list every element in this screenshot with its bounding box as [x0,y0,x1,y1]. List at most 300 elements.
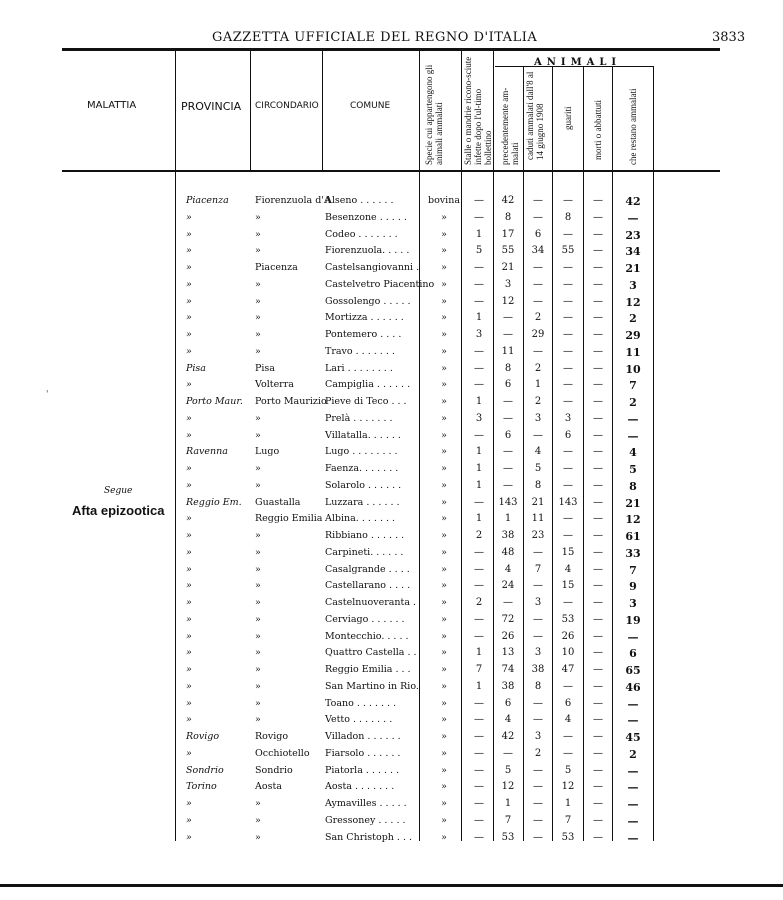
cell-com: Carpineti. . . . . . [325,546,404,558]
cell-c2: 3 [504,278,512,290]
cell-circ: » [255,479,261,491]
cell-c2: 55 [501,245,515,257]
cell-com: Castelvetro Piacentino [325,278,435,290]
cell-spec: » [441,262,447,273]
cell-spec: » [441,396,447,407]
cell-c1: 7 [475,664,483,675]
cell-com: Castelsangiovanni . [325,262,420,273]
cell-c4: 3 [564,412,572,424]
cell-c1: — [474,731,484,742]
cell-com: Solarolo . . . . . . [325,479,402,491]
cell-prov: » [186,613,192,625]
cell-c1: 1 [475,647,483,659]
cell-prov: » [186,798,192,809]
page-header-title: GAZZETTA UFFICIALE DEL REGNO D'ITALIA [212,30,538,45]
cell-c1: 1 [475,228,483,240]
cell-c4: 8 [564,211,572,223]
cell-c3: — [533,195,543,206]
disease-name: Afta epizootica [72,503,165,518]
cell-prov: » [186,597,192,608]
cell-c6: — [627,630,639,644]
cell-c5: — [593,714,603,726]
cell-prov: Sondrio [186,764,224,776]
cell-com: Faenza. . . . . . . [325,463,399,474]
cell-c4: — [563,446,573,458]
cell-com: Campiglia . . . . . . [325,379,411,391]
cell-c1: — [474,211,484,223]
cell-spec: » [441,664,447,675]
cell-c3: — [533,697,543,709]
cell-c2: 4 [504,714,512,726]
cell-prov: » [186,546,192,558]
cell-c5: — [593,396,603,407]
cell-com: Besenzone . . . . . [325,211,407,223]
cell-c3: 4 [534,446,542,458]
cell-circ: » [255,546,261,558]
cell-circ: Volterra [255,379,294,391]
cell-c5: — [593,329,603,340]
cell-spec: » [441,479,447,491]
cell-circ: » [255,530,261,541]
cell-c1: — [474,362,484,374]
cell-c5: — [593,630,603,642]
cell-com: Fiarsolo . . . . . . [325,747,401,759]
col-group-animali: ANIMALI [534,57,622,68]
cell-prov: » [186,513,192,525]
cell-c5: — [593,664,603,675]
cell-circ: » [255,463,261,474]
cell-com: Mortizza . . . . . . [325,312,404,324]
cell-c2: — [503,463,513,474]
cell-c4: — [563,680,573,692]
cell-c2: — [503,312,513,324]
cell-c6: — [627,211,639,225]
cell-spec: » [441,630,447,642]
cell-c2: 12 [501,295,515,307]
cell-spec: » [441,697,447,709]
cell-prov: » [186,429,192,441]
cell-com: Toano . . . . . . . [325,697,397,709]
cell-c4: — [563,295,573,307]
cell-circ: Rovigo [255,731,289,742]
cell-prov: » [186,714,192,726]
segue-label: Segue [104,486,133,496]
cell-c1: — [474,747,484,759]
col-title-precedentemente: precedentemente am-malati [500,87,520,165]
cell-circ: Porto Maurizio [255,396,327,407]
cell-c5: — [593,278,603,290]
cell-c3: — [533,764,543,776]
cell-c4: — [563,362,573,374]
cell-c1: — [474,630,484,642]
cell-c6: 3 [629,597,637,610]
cell-c3: 23 [531,530,545,541]
cell-c6: 7 [629,379,637,393]
cell-c2: — [503,396,513,407]
cell-c3: — [533,262,543,273]
cell-spec: » [441,597,447,608]
cell-prov: » [186,630,192,642]
col-title-comune: COMUNE [350,101,391,111]
cell-c4: 6 [564,697,572,709]
cell-c6: 11 [625,345,641,359]
cell-c6: 21 [625,262,641,275]
cell-c4: 53 [561,831,575,843]
cell-c3: — [533,630,543,642]
cell-c3: — [533,580,543,592]
cell-c5: — [593,798,603,809]
cell-c3: 2 [534,747,542,759]
cell-c6: 29 [625,329,641,342]
cell-c5: — [593,262,603,273]
cell-c1: 5 [475,245,483,257]
cell-c5: — [593,546,603,558]
cell-prov: » [186,312,192,324]
cell-spec: » [441,714,447,726]
cell-c2: 74 [501,664,515,675]
cell-spec: » [441,781,447,793]
cell-c1: — [474,379,484,391]
cell-spec: » [441,429,447,441]
cell-c2: 6 [504,429,512,441]
col-title-provincia: PROVINCIA [181,100,242,113]
cell-com: Quattro Castella . . [325,647,417,659]
cell-circ: Reggio Emilia [255,513,323,525]
cell-c5: — [593,647,603,659]
cell-c1: — [474,546,484,558]
cell-c3: 6 [534,228,542,240]
cell-c3: 2 [534,362,542,374]
cell-circ: » [255,295,261,307]
cell-prov: » [186,831,192,843]
cell-c6: 3 [629,278,637,292]
page-bottom-rule [0,884,783,887]
cell-spec: » [441,563,447,575]
cell-c1: 1 [475,479,483,491]
cell-spec: » [441,731,447,742]
cell-c5: — [593,613,603,625]
cell-com: Aymavilles . . . . . [325,798,407,809]
cell-c1: — [474,195,484,206]
cell-com: Cerviago . . . . . . [325,613,405,625]
cell-com: Pontemero . . . . [325,329,402,340]
cell-c6: 61 [625,530,641,543]
cell-prov: Porto Maur. [186,396,243,407]
cell-prov: » [186,345,192,357]
cell-c2: — [503,412,513,424]
cell-c4: 53 [561,613,575,625]
cell-c4: — [563,513,573,525]
cell-com: Aosta . . . . . . . [325,781,395,793]
cell-c1: — [474,563,484,575]
col-title-guariti: guariti [563,106,573,130]
cell-c3: 3 [534,412,542,424]
cell-circ: » [255,798,261,809]
cell-c1: — [474,496,484,508]
cell-circ: » [255,597,261,608]
cell-c5: — [593,781,603,793]
cell-c2: — [503,329,513,340]
cell-c6: 8 [629,479,637,493]
cell-c3: 1 [534,379,542,391]
cell-c4: 4 [564,714,572,726]
cell-circ: » [255,664,261,675]
cell-c3: — [533,295,543,307]
cell-c3: — [533,546,543,558]
cell-com: Piatorla . . . . . . [325,764,400,776]
cell-c5: — [593,245,603,257]
cell-circ: Fiorenzuola d'A [255,195,331,206]
cell-c5: — [593,312,603,324]
cell-c4: — [563,329,573,340]
cell-c4: — [563,228,573,240]
cell-c6: 65 [625,664,641,677]
cell-circ: » [255,228,261,240]
cell-prov: » [186,479,192,491]
cell-circ: » [255,697,261,709]
cell-com: Vetto . . . . . . . [325,714,393,726]
cell-c5: — [593,446,603,458]
cell-prov: » [186,211,192,223]
cell-c1: — [474,262,484,273]
cell-c1: — [474,714,484,726]
page-number: 3833 [712,30,746,45]
cell-spec: » [441,680,447,692]
cell-c2: 5 [504,764,512,776]
cell-c6: 23 [625,228,641,242]
cell-c6: 10 [625,362,641,376]
cell-c2: 38 [501,530,515,541]
cell-c3: — [533,278,543,290]
cell-com: Lugo . . . . . . . . [325,446,398,458]
cell-c6: — [627,697,639,711]
cell-circ: Aosta [255,781,282,793]
cell-c2: — [503,446,513,458]
cell-c3: 7 [534,563,542,575]
cell-circ: » [255,429,261,441]
cell-spec: » [441,362,447,374]
cell-c3: — [533,714,543,726]
cell-c1: 1 [475,680,483,692]
cell-c3: 11 [531,513,545,525]
cell-c1: 3 [475,412,483,424]
cell-c4: — [563,312,573,324]
cell-c4: 55 [561,245,575,257]
cell-prov: » [186,278,192,290]
cell-com: Reggio Emilia . . . [325,664,411,675]
cell-c6: 6 [629,647,637,661]
cell-prov: » [186,463,192,474]
margin-mark: ' [46,390,49,400]
cell-c3: — [533,781,543,793]
cell-prov: » [186,228,192,240]
cell-prov: » [186,379,192,391]
cell-c3: — [533,429,543,441]
cell-spec: » [441,513,447,525]
cell-spec: » [441,831,447,843]
cell-c1: — [474,781,484,793]
cell-c6: 19 [625,613,641,627]
cell-c6: 21 [625,496,641,510]
cell-c5: — [593,580,603,592]
cell-c5: — [593,211,603,223]
cell-c2: 8 [504,362,512,374]
cell-c3: — [533,613,543,625]
cell-c3: — [533,814,543,826]
cell-c4: 5 [564,764,572,776]
cell-c5: — [593,379,603,391]
cell-c3: 29 [531,329,545,340]
cell-c1: — [474,764,484,776]
cell-c6: 42 [625,195,641,208]
cell-c1: — [474,613,484,625]
cell-c1: 1 [475,312,483,324]
cell-c3: 2 [534,312,542,324]
cell-circ: » [255,680,261,692]
cell-c4: 143 [558,496,578,508]
cell-c2: 8 [504,211,512,223]
cell-c6: 5 [629,463,637,476]
cell-circ: » [255,563,261,575]
cell-c6: — [627,764,639,778]
cell-c6: — [627,412,639,426]
cell-prov: Pisa [186,362,206,374]
header-rule-bottom [62,170,720,172]
cell-c3: 3 [534,731,542,742]
cell-prov: Torino [186,781,217,793]
cell-c5: — [593,362,603,374]
cell-circ: » [255,211,261,223]
cell-com: Alseno . . . . . . [325,195,394,206]
cell-c4: 10 [561,647,575,659]
cell-c5: — [593,731,603,742]
cell-c5: — [593,412,603,424]
col-title-malattia: MALATTIA [87,100,137,111]
cell-com: Gressoney . . . . . [325,814,406,826]
cell-c3: 34 [531,245,545,257]
cell-c3: 38 [531,664,545,675]
cell-c4: — [563,262,573,273]
cell-c5: — [593,747,603,759]
cell-c5: — [593,228,603,240]
cell-c5: — [593,345,603,357]
cell-c2: 21 [501,262,515,273]
cell-c2: 7 [504,814,512,826]
cell-spec: » [441,446,447,458]
cell-spec: » [441,412,447,424]
cell-spec: » [441,278,447,290]
cell-spec: » [441,530,447,541]
cell-com: Casalgrande . . . . [325,563,410,575]
cell-c4: 12 [561,781,575,793]
cell-c4: 47 [561,664,575,675]
cell-circ: Piacenza [255,262,298,273]
cell-circ: » [255,630,261,642]
col-title-circondario: CIRCONDARIO [255,101,319,111]
cell-circ: » [255,814,261,826]
cell-c4: 15 [561,546,575,558]
cell-c5: — [593,195,603,206]
cell-c3: — [533,798,543,809]
cell-c2: — [503,479,513,491]
cell-spec: bovina [428,195,460,206]
cell-c6: 34 [625,245,641,259]
cell-c6: 9 [629,580,637,594]
cell-c4: — [563,396,573,407]
cell-com: Villadon . . . . . . [325,731,401,742]
cell-prov: » [186,647,192,659]
cell-prov: » [186,262,192,273]
cell-spec: » [441,345,447,357]
cell-prov: » [186,412,192,424]
cell-c6: 2 [629,312,637,326]
cell-circ: » [255,613,261,625]
cell-c4: 6 [564,429,572,441]
cell-prov: » [186,664,192,675]
cell-circ: Occhiotello [255,747,310,759]
cell-c2: 42 [501,195,515,206]
cell-com: Ribbiano . . . . . . [325,530,405,541]
cell-c3: 21 [531,496,545,508]
cell-c4: 4 [564,563,572,575]
header-rule-top [62,48,720,51]
cell-com: Gossolengo . . . . . [325,295,411,307]
cell-c6: 12 [625,513,641,527]
cell-c6: 45 [625,731,641,744]
cell-circ: » [255,647,261,659]
cell-c1: 3 [475,329,483,340]
cell-spec: » [441,295,447,307]
table-row [0,828,783,850]
cell-prov: » [186,245,192,257]
cell-spec: » [441,329,447,340]
cell-c6: — [627,798,639,811]
cell-c4: — [563,379,573,391]
cell-circ: » [255,278,261,290]
cell-c4: 15 [561,580,575,592]
cell-prov: » [186,563,192,575]
cell-circ: Lugo [255,446,280,458]
cell-c2: 26 [501,630,515,642]
cell-c4: — [563,479,573,491]
cell-c1: — [474,295,484,307]
cell-c4: — [563,597,573,608]
cell-com: Codeo . . . . . . . [325,228,398,240]
cell-c5: — [593,463,603,474]
cell-c6: 2 [629,747,637,761]
col-title-stalle: Stalle o mandrie ricono-sciute infette dopo l'ul-timo bollettino [463,56,493,165]
cell-c2: 42 [501,731,515,742]
cell-c2: 1 [504,798,512,809]
cell-c6: — [627,814,639,828]
cell-c1: 1 [475,513,483,525]
cell-c2: — [503,747,513,759]
cell-prov: » [186,814,192,826]
cell-c1: — [474,345,484,357]
cell-c1: — [474,278,484,290]
cell-c6: 2 [629,396,637,409]
col-divider [250,51,251,171]
cell-c4: — [563,530,573,541]
cell-c5: — [593,697,603,709]
cell-c4: — [563,345,573,357]
cell-c4: 1 [564,798,572,809]
cell-c5: — [593,814,603,826]
cell-c6: — [627,714,639,728]
cell-c3: — [533,211,543,223]
cell-c2: 1 [504,513,512,525]
cell-com: Luzzara . . . . . . [325,496,400,508]
